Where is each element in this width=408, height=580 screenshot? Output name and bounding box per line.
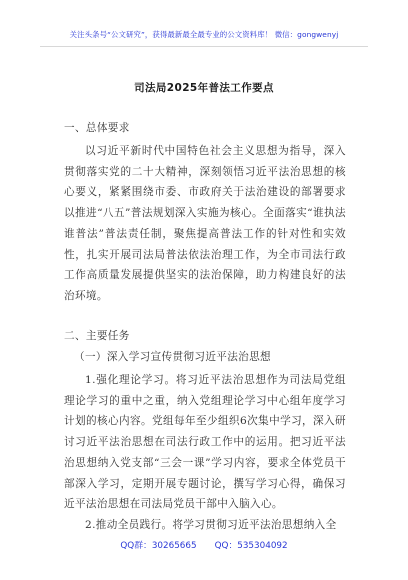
paragraph: 以习近平新时代中国特色社会主义思想为指导，深入贯彻落实党的二十大精神，深刻领悟习近平法治思想的核心要义，紧紧围绕市委、市政府关于法治建设的部署要求以推进“八五”普法规划深入实施为核心。全面落实“谁执法谁普法”普法责任制，聚焦提高普法工作的针对性和实效性，扎实开展司法局普法依法治理工作，为全市司法行政工作高质量发展提供坚实的法治保障，助力构建良好的法治环境。 [64,145,346,302]
section-heading-general-requirements: 一、总体要求 [64,122,130,134]
section-body-general-requirements [64,141,346,307]
subsection-heading: （一）深入学习宣传贯彻习近平法治思想 [74,351,271,363]
paragraph-item-2: 2.推动全员践行。将学习贯彻习近平法治思想纳入全 [85,518,337,531]
header-divider [40,46,368,47]
footer-contact [0,538,408,551]
section-body-main-tasks [64,370,346,536]
paragraph-item-1: 1.强化理论学习。将习近平法治思想作为司法局党组理论学习的重中之重，纳入党组理论学习中心组年度学习计划的核心内容。党组每年至少组织6次集中学习，深入研讨习近平法治思想在司法行政工作中的运用。把习近平法治思想纳入党支部“三会一课”学习内容，要求全体党员干部深入学习，定期开展专题讨论，撰写学习心得，确保习近平法治思想在司法局党员干部中入脑入心。 [64,374,346,511]
header-banner: 关注头条号“公文研究”，获得最新最全最专业的公文资料库！ 微信：gongwenyj [69,30,339,39]
document-title: 司法局2025年普法工作要点 [134,82,274,94]
section-heading-main-tasks: 二、主要任务 [64,330,130,342]
footer-qq-number: QQ：535304092 [214,541,288,551]
footer-qq-group: QQ群：30265665 [120,541,197,551]
